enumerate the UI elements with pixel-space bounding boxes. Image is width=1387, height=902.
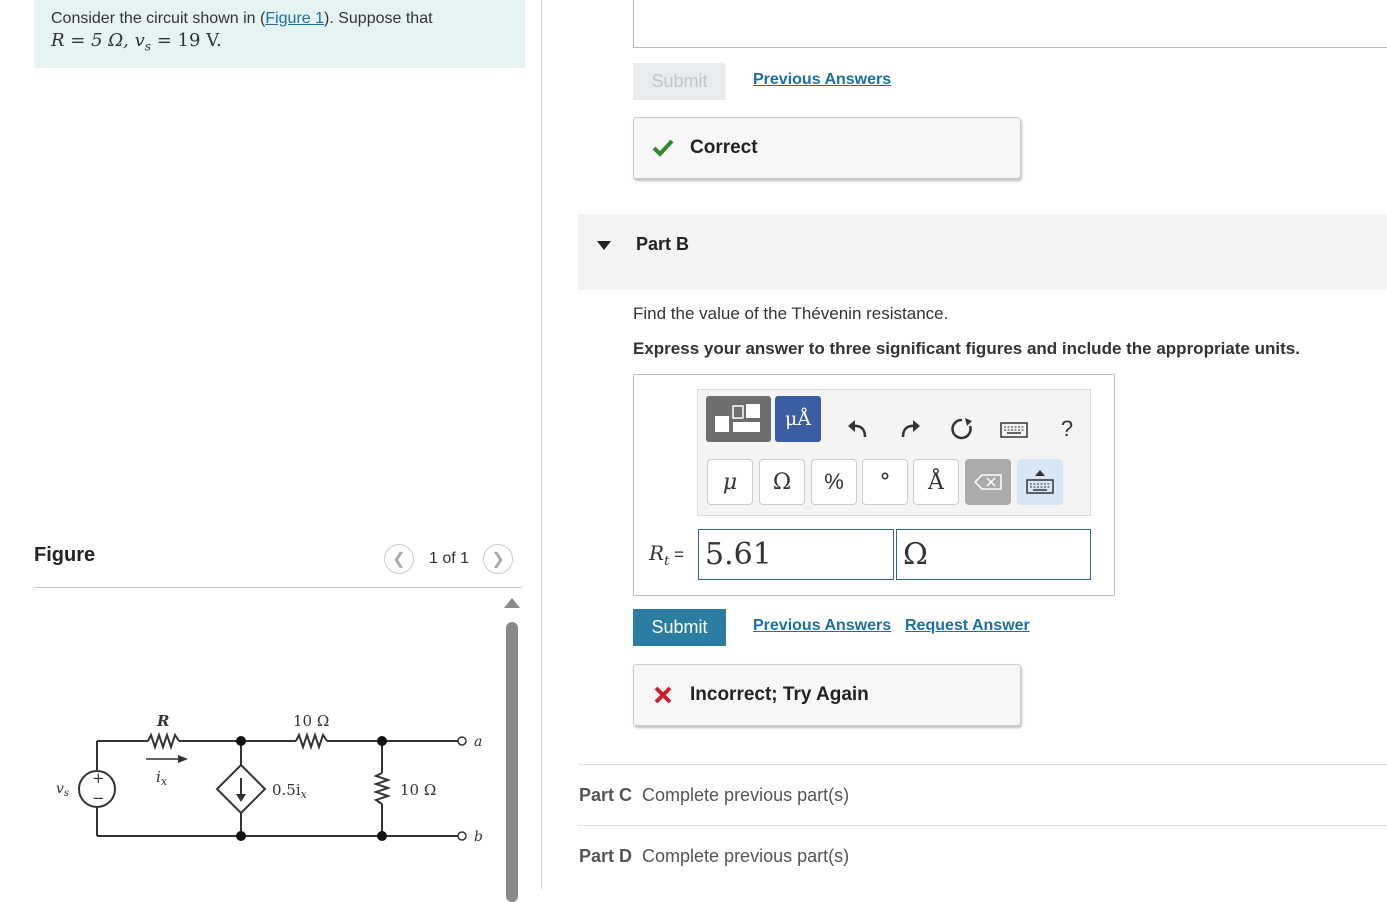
part-a-submit-button[interactable]: Submit (633, 63, 726, 100)
help-icon[interactable]: ? (1060, 416, 1074, 441)
checkmark-icon (652, 139, 674, 157)
part-a-previous-answers-link[interactable]: Previous Answers (753, 71, 892, 88)
problem-text-suffix: ). Suppose that (324, 10, 433, 27)
part-b-submit-button[interactable]: Submit (633, 609, 726, 646)
key-mu[interactable]: μ (707, 459, 753, 505)
r10-right-label: 10 Ω (400, 781, 437, 799)
ix-label: i (156, 768, 161, 786)
key-omega[interactable]: Ω (759, 459, 805, 505)
request-answer-link[interactable]: Request Answer (905, 617, 1030, 634)
part-b-feedback (633, 664, 1021, 726)
unit-input[interactable]: Ω (896, 529, 1091, 580)
part-a-feedback (633, 117, 1021, 179)
divider (34, 587, 522, 588)
minus-label: − (92, 789, 105, 807)
part-b-feedback-text: Incorrect; Try Again (690, 684, 869, 705)
keyboard-icon[interactable] (999, 420, 1029, 440)
node-b-label: b (474, 829, 483, 845)
redo-icon[interactable] (897, 416, 923, 442)
circuit-diagram (50, 700, 500, 889)
templates-icon[interactable] (706, 396, 771, 442)
part-b-instruction: Express your answer to three significant figures and include the appropriate units. (633, 339, 1300, 358)
figure-navigation (384, 543, 513, 575)
part-c-label: Part C (579, 785, 633, 805)
backspace-icon[interactable] (965, 459, 1011, 505)
scrollbar-thumb[interactable] (506, 622, 518, 902)
keyboard-toggle-icon[interactable] (1017, 459, 1063, 505)
problem-text: Consider the circuit shown in ( (51, 10, 266, 27)
problem-statement (34, 0, 525, 68)
undo-icon[interactable] (845, 416, 871, 442)
svg-text:0.5ix: $0.5i_x$ (272, 781, 307, 801)
reset-icon[interactable] (948, 415, 976, 443)
problem-condition: R = 5 Ω, $v_s = 19$ V. (51, 30, 222, 54)
scroll-up-arrow-icon[interactable] (504, 598, 520, 608)
figure-link[interactable]: Figure 1 (265, 10, 325, 27)
collapse-triangle-icon[interactable] (597, 241, 611, 250)
part-b-header[interactable] (578, 214, 1387, 290)
part-d-row (579, 846, 849, 867)
chevron-right-icon[interactable]: ❯ (483, 544, 513, 574)
value-input[interactable]: 5.61 (698, 529, 894, 580)
dep-source-label: 0.5i (272, 781, 301, 799)
pane-divider[interactable] (541, 0, 542, 889)
divider (578, 764, 1387, 765)
node-a-label: a (474, 734, 483, 750)
part-d-status: Complete previous part(s) (642, 846, 850, 866)
r-label: R (157, 712, 170, 730)
key-percent[interactable]: % (811, 459, 857, 505)
figure-counter: 1 of 1 (429, 550, 470, 567)
answer-label: $R_t$ = (649, 541, 684, 569)
part-a-answer-box (633, 0, 1387, 48)
chevron-left-icon[interactable]: ❮ (384, 544, 414, 574)
plus-label: + (92, 769, 105, 787)
part-b-previous-answers-link[interactable]: Previous Answers (753, 617, 892, 634)
key-degree[interactable]: ° (862, 459, 908, 505)
svg-text:ix: $i_x$ (156, 768, 168, 788)
figure-title: Figure (34, 544, 96, 566)
key-angstrom[interactable]: Å (913, 459, 959, 505)
divider (578, 825, 1387, 826)
vs-label: v (56, 781, 64, 797)
units-button[interactable]: μÅ (775, 396, 821, 442)
part-c-row (579, 785, 849, 806)
part-b-question: Find the value of the Thévenin resistance. (633, 304, 949, 323)
part-b-title: Part B (636, 234, 690, 254)
part-a-feedback-text: Correct (690, 137, 758, 158)
x-mark-icon (652, 685, 674, 705)
part-d-label: Part D (579, 846, 633, 866)
svg-text:vs: $v_s$ (56, 781, 70, 799)
r10-top-label: 10 Ω (293, 712, 330, 730)
part-c-status: Complete previous part(s) (642, 785, 850, 805)
